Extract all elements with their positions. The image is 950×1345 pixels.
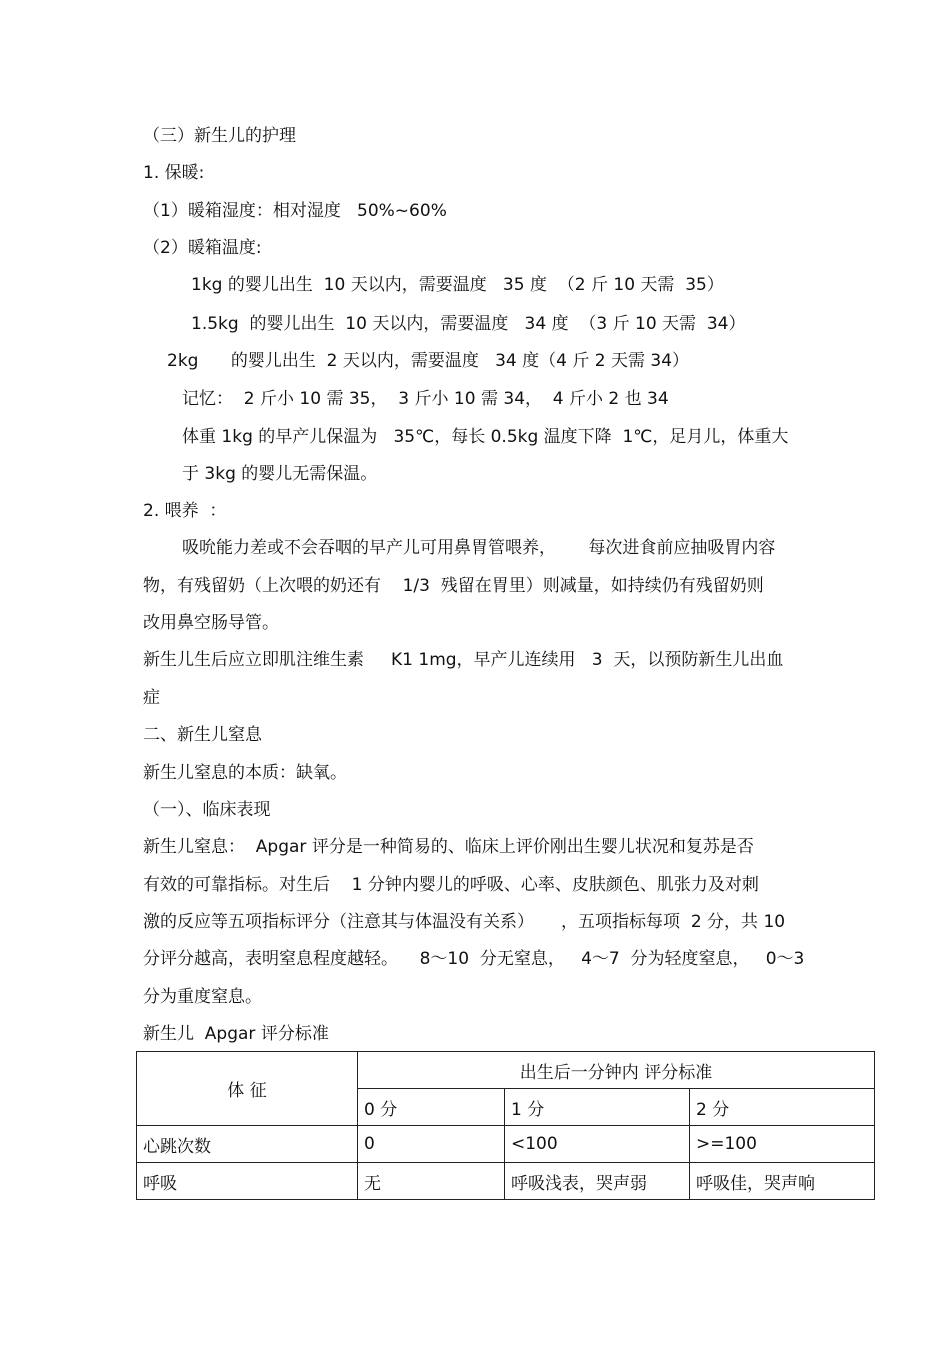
warmth-note-line2: 于 3kg 的婴儿无需保温。: [182, 464, 378, 484]
header-group: 出生后一分钟内 评分标准: [358, 1052, 875, 1089]
heading-newborn-care: （三）新生儿的护理: [143, 126, 296, 146]
table-caption: 新生儿 Apgar 评分标准: [143, 1024, 329, 1044]
asphyxia-essence: 新生儿窒息的本质：缺氧。: [143, 763, 347, 783]
heading-asphyxia: 二、新生儿窒息: [143, 725, 262, 745]
apgar-para-line4: 分评分越高，表明窒息程度越轻。 8～10 分无窒息， 4～7 分为轻度窒息， 0～3: [143, 949, 805, 969]
warmth-note-line1: 体重 1kg 的早产儿保温为 35℃，每长 0.5kg 温度下降 1℃，足月儿，体重大: [182, 427, 789, 447]
table-cell: <100: [505, 1126, 690, 1163]
header-score-1: 1 分: [505, 1089, 690, 1126]
feeding-para-line3: 改用鼻空肠导管。: [143, 613, 279, 633]
apgar-para-line1: 新生儿窒息： Apgar 评分是一种简易的、临床上评价刚出生婴儿状况和复苏是否: [143, 837, 754, 857]
apgar-para-line2: 有效的可靠指标。对生后 1 分钟内婴儿的呼吸、心率、皮肤颜色、肌张力及对刺: [143, 875, 759, 895]
apgar-para-line5: 分为重度窒息。: [143, 987, 262, 1007]
header-score-2: 2 分: [690, 1089, 875, 1126]
apgar-para-line3: 激的反应等五项指标评分（注意其与体温没有关系） ，五项指标每项 2 分，共 10: [143, 912, 786, 932]
header-sign: 体 征: [137, 1052, 358, 1126]
table-cell: 心跳次数: [137, 1126, 358, 1163]
section-feeding: 2. 喂养 ：: [143, 501, 227, 521]
apgar-score-table: [136, 1051, 875, 1200]
table-header-row: [137, 1052, 875, 1089]
table-cell: 呼吸浅表，哭声弱: [505, 1163, 690, 1200]
table-row: [137, 1163, 875, 1200]
table-cell: 呼吸佳，哭声响: [690, 1163, 875, 1200]
table-cell: 0: [358, 1126, 505, 1163]
table-cell: >=100: [690, 1126, 875, 1163]
header-score-0: 0 分: [358, 1089, 505, 1126]
incubator-temperature: （2）暖箱温度:: [143, 238, 262, 258]
feeding-para-line2: 物，有残留奶（上次喂的奶还有 1/3 残留在胃里）则减量，如持续仍有残留奶则: [143, 576, 764, 596]
vitamin-k-line2: 症: [143, 688, 160, 708]
memory-tip: 记忆： 2 斤小 10 需 35， 3 斤小 10 需 34， 4 斤小 2 也 34: [182, 389, 669, 409]
vitamin-k-line1: 新生儿生后应立即肌注维生素 K1 1mg，早产儿连续用 3 天，以预防新生儿出血: [143, 650, 784, 670]
section-warmth: 1. 保暖:: [143, 163, 205, 183]
feeding-para-line1: 吸吮能力差或不会吞咽的早产儿可用鼻胃管喂养， 每次进食前应抽吸胃内容: [182, 538, 776, 558]
heading-clinical: （一）、临床表现: [143, 800, 271, 820]
temp-rule-1kg: 1kg 的婴儿出生 10 天以内，需要温度 35 度 （2 斤 10 天需 35）: [191, 275, 724, 295]
temp-rule-2kg: 2kg 的婴儿出生 2 天以内，需要温度 34 度（4 斤 2 天需 34）: [167, 351, 690, 371]
table-cell: 无: [358, 1163, 505, 1200]
temp-rule-1-5kg: 1.5kg 的婴儿出生 10 天以内，需要温度 34 度 （3 斤 10 天需 34）: [191, 314, 746, 334]
incubator-humidity: （1）暖箱湿度：相对湿度 50%~60%: [143, 201, 447, 221]
table-row: [137, 1126, 875, 1163]
table-cell: 呼吸: [137, 1163, 358, 1200]
